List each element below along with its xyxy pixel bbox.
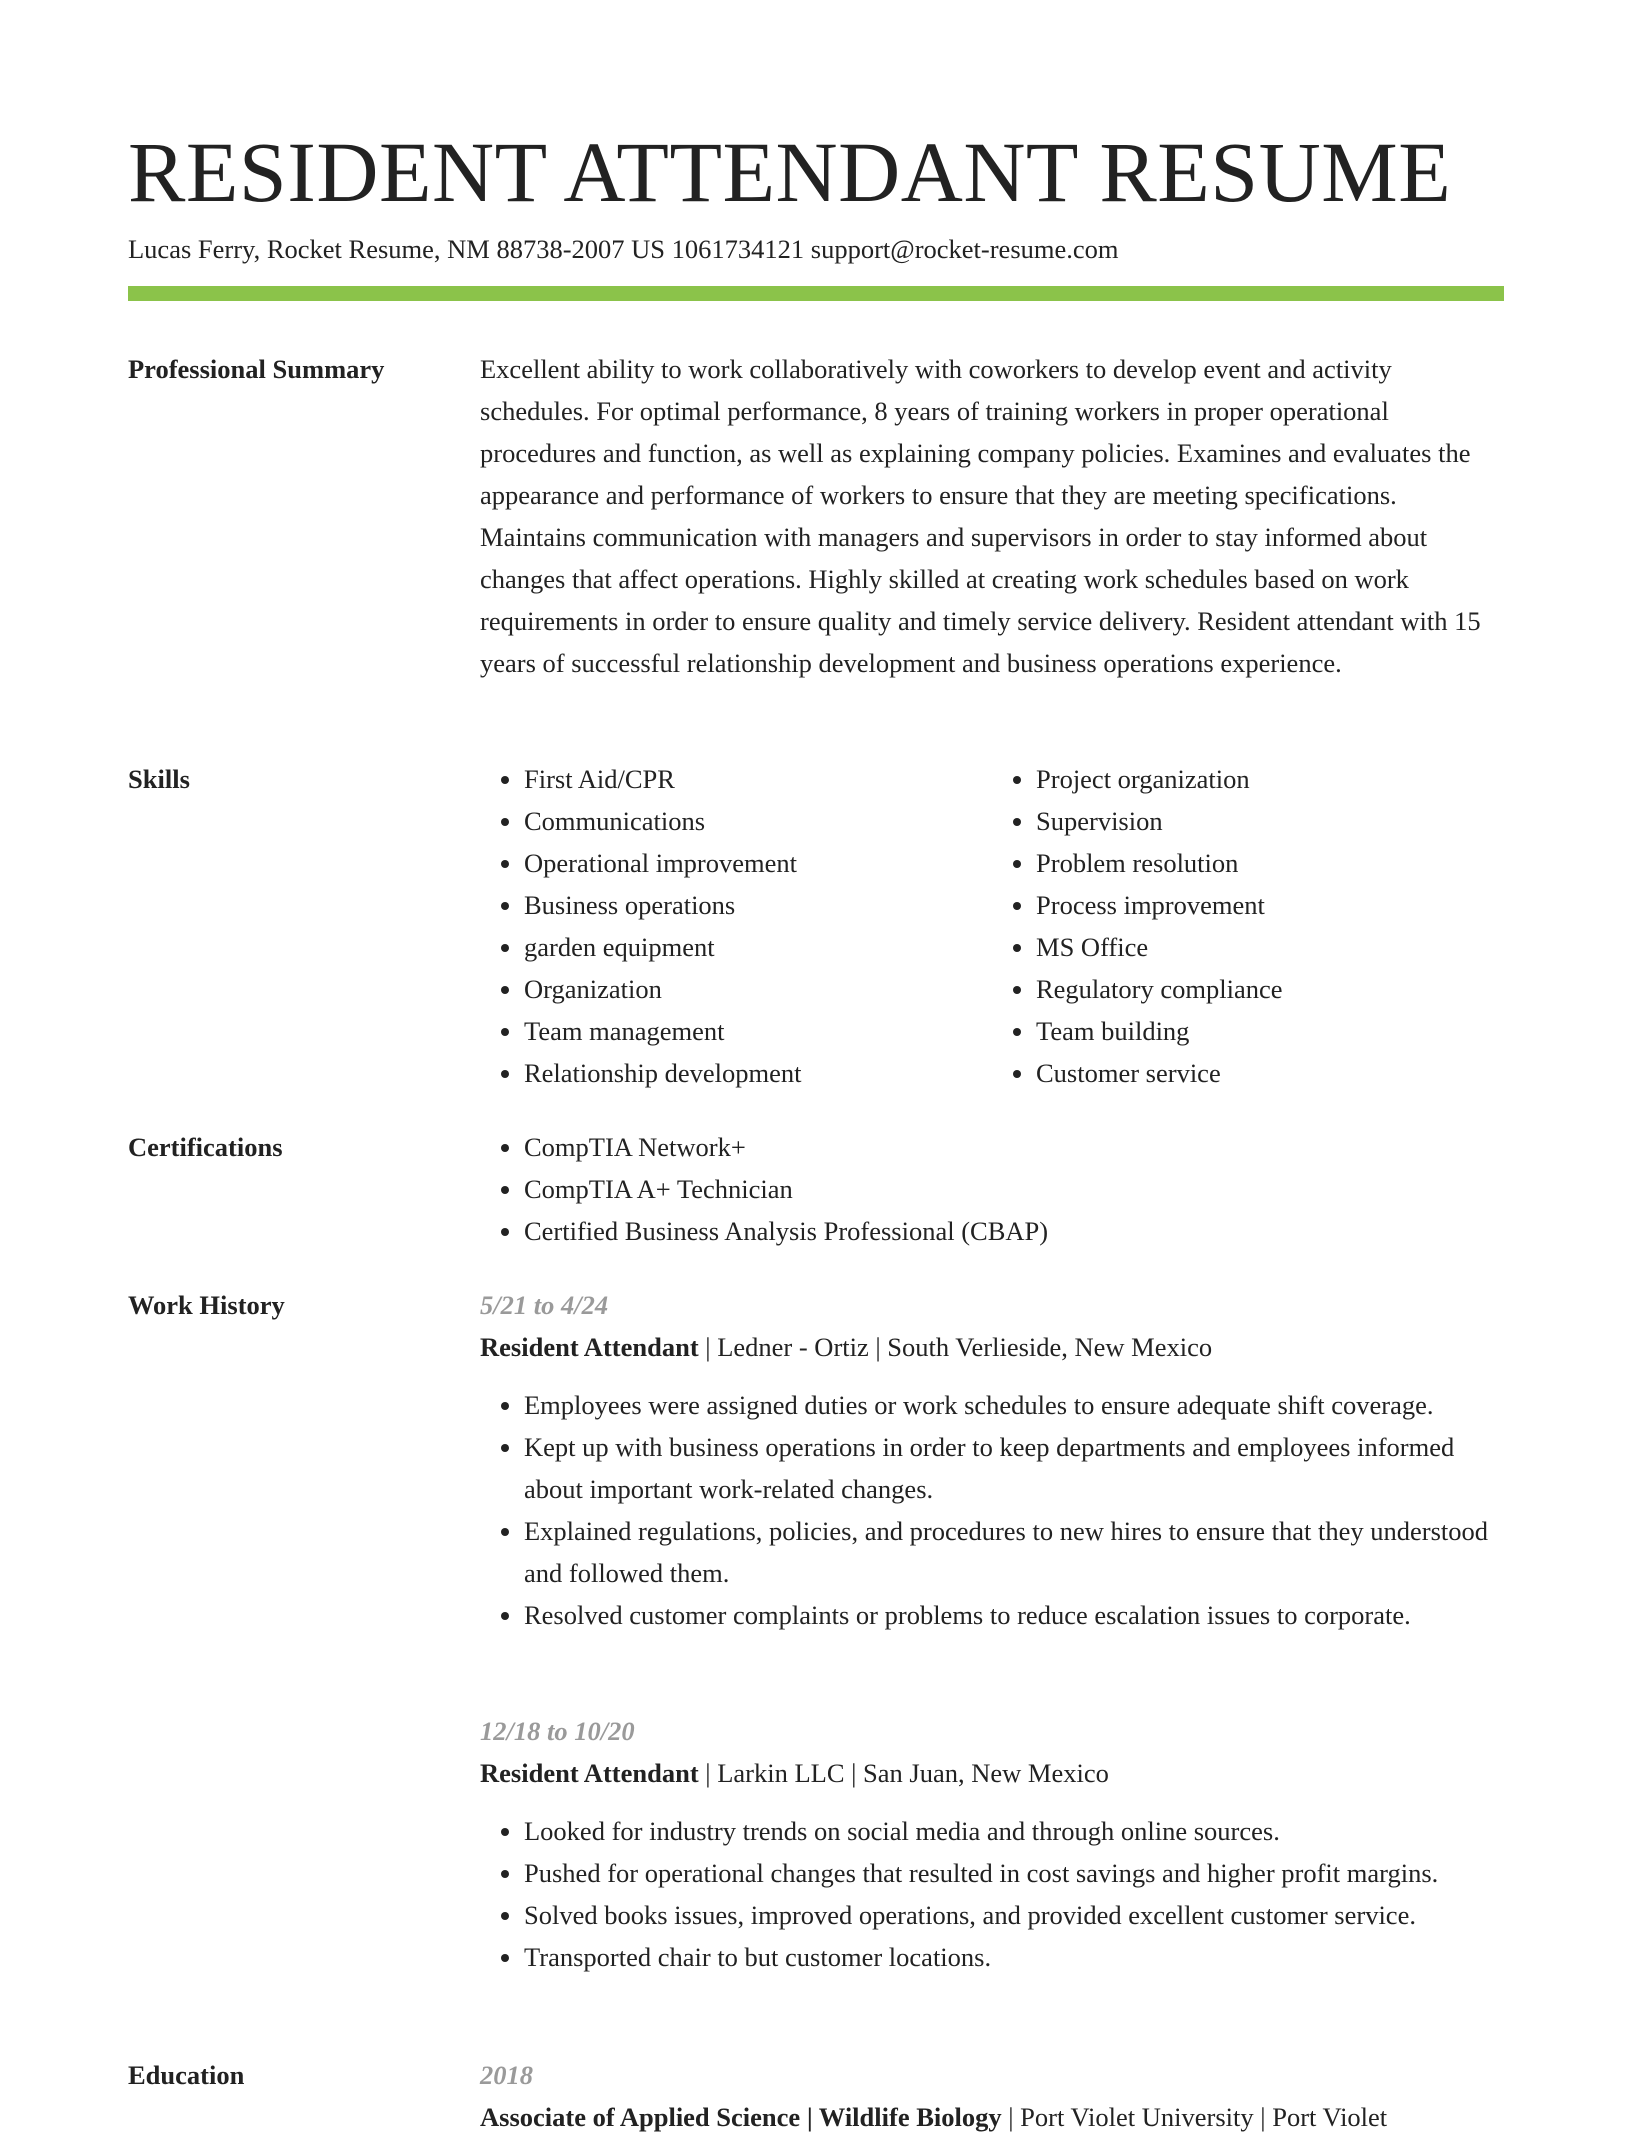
job-bullet: • Kept up with business operations in order to keep departments and employees informed about important work-related changes.	[524, 1426, 1504, 1510]
skill-item: • Customer service	[1036, 1052, 1504, 1094]
job-bullet: • Explained regulations, policies, and procedures to new hires to ensure that they understood and followed them.	[524, 1510, 1504, 1594]
job-details: | Ledner - Ortiz | South Verlieside, New Mexico	[698, 1332, 1213, 1362]
education-label: Education	[128, 2060, 245, 2090]
job-entry	[480, 1284, 1504, 1636]
education-field: | Wildlife Biology	[800, 2102, 1002, 2132]
job-bullets	[480, 1384, 1504, 1636]
skill-item: • MS Office	[1036, 926, 1504, 968]
skill-item: • Business operations	[524, 884, 992, 926]
summary-label: Professional Summary	[128, 354, 385, 384]
job-bullets	[480, 1810, 1504, 1978]
skill-item: • Communications	[524, 800, 992, 842]
job-heading	[480, 1326, 1504, 1368]
job-details: | Larkin LLC | San Juan, New Mexico	[698, 1758, 1109, 1788]
job-bullet: • Pushed for operational changes that resulted in cost savings and higher profit margins.	[524, 1852, 1504, 1894]
skills-list-right	[992, 758, 1504, 1094]
job-dates: 5/21 to 4/24	[480, 1290, 609, 1320]
education-heading	[480, 2096, 1504, 2138]
job-bullet: • Looked for industry trends on social media and through online sources.	[524, 1810, 1504, 1852]
skill-item: • Problem resolution	[1036, 842, 1504, 884]
skill-item: • garden equipment	[524, 926, 992, 968]
skill-item: • Organization	[524, 968, 992, 1010]
skill-item: • Operational improvement	[524, 842, 992, 884]
skill-item: • Relationship development	[524, 1052, 992, 1094]
certifications-list	[480, 1126, 1504, 1252]
skill-item: • Regulatory compliance	[1036, 968, 1504, 1010]
job-bullet: • Resolved customer complaints or problems to reduce escalation issues to corporate.	[524, 1594, 1504, 1636]
summary-text: Excellent ability to work collaboratively with coworkers to develop event and activity schedules. For optimal performance, 8 years of training workers in proper operational procedures and function, as well as explaining company policies. Examines and evaluates the appearance and performance of workers to ensure that they are meeting specifications. Maintains communication with managers and supervisors in order to stay informed about changes that affect operations. Highly skilled at creating work schedules based on work requirements in order to ensure quality and timely service delivery. Resident attendant with 15 years of successful relationship development and business operations experience.	[480, 354, 1481, 678]
job-entry	[480, 1710, 1504, 1978]
skill-item: • Team management	[524, 1010, 992, 1052]
skills-list-left	[480, 758, 992, 1094]
skill-item: • First Aid/CPR	[524, 758, 992, 800]
accent-divider	[128, 286, 1504, 301]
certifications-label: Certifications	[128, 1132, 283, 1162]
skill-item: • Supervision	[1036, 800, 1504, 842]
education-degree: Associate of Applied Science	[480, 2102, 801, 2132]
job-heading	[480, 1752, 1504, 1794]
job-title: Resident Attendant	[480, 1758, 699, 1788]
education-year: 2018	[480, 2060, 533, 2090]
job-title: Resident Attendant	[480, 1332, 699, 1362]
job-bullet: • Transported chair to but customer locations.	[524, 1936, 1504, 1978]
certification-item: • CompTIA Network+	[524, 1126, 1504, 1168]
resume-title: RESIDENT ATTENDANT RESUME	[128, 124, 1452, 220]
skills-label: Skills	[128, 764, 190, 794]
work-history-label: Work History	[128, 1290, 285, 1320]
skill-item: • Team building	[1036, 1010, 1504, 1052]
job-dates: 12/18 to 10/20	[480, 1716, 635, 1746]
contact-line: Lucas Ferry, Rocket Resume, NM 88738-2007 US 1061734121 support@rocket-resume.com	[128, 234, 1119, 264]
education-details: | Port Violet University | Port Violet	[1001, 2102, 1388, 2132]
skill-item: • Process improvement	[1036, 884, 1504, 926]
skill-item: • Project organization	[1036, 758, 1504, 800]
skills-grid	[480, 758, 1504, 1094]
certification-item: • CompTIA A+ Technician	[524, 1168, 1504, 1210]
job-bullet: • Employees were assigned duties or work schedules to ensure adequate shift coverage.	[524, 1384, 1504, 1426]
job-bullet: • Solved books issues, improved operations, and provided excellent customer service.	[524, 1894, 1504, 1936]
certification-item: • Certified Business Analysis Professional (CBAP)	[524, 1210, 1504, 1252]
